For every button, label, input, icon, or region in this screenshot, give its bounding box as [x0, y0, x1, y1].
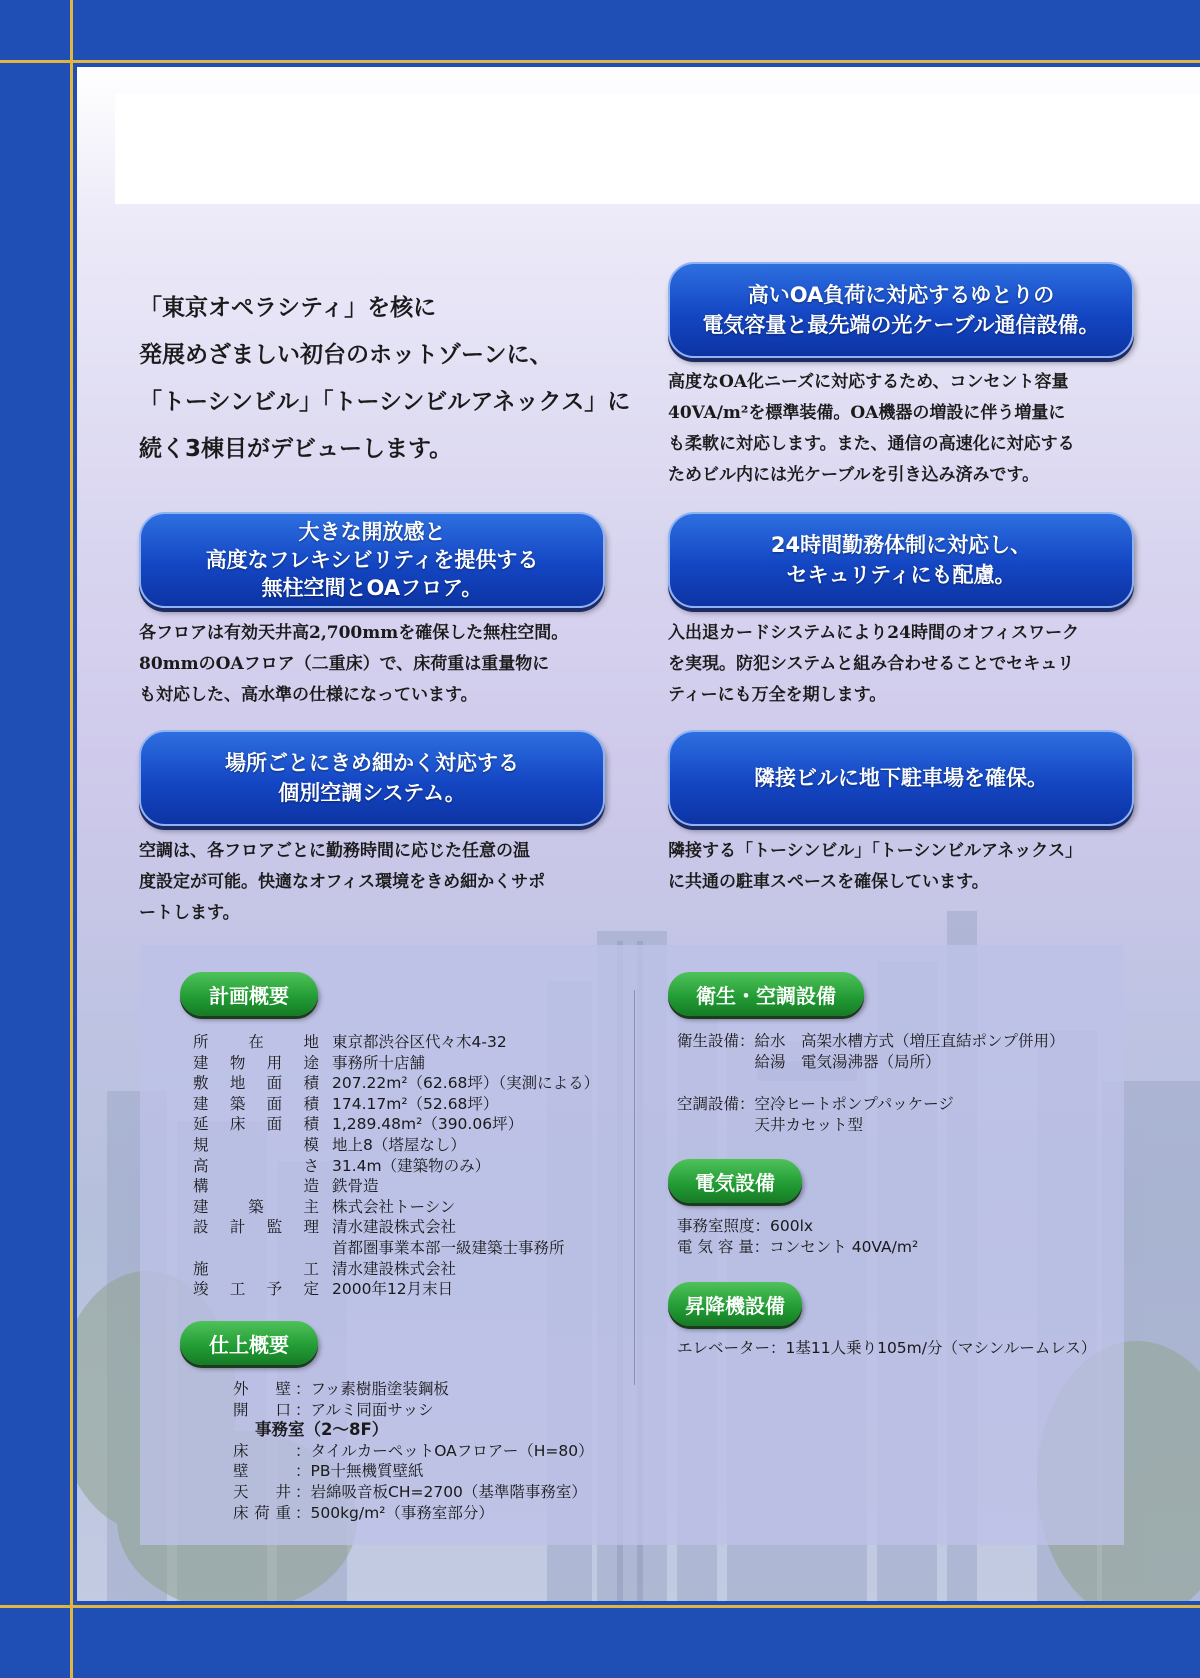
intro-line: 「トーシンビル」「トーシンビルアネックス」に	[139, 389, 631, 415]
spec-row	[233, 1461, 594, 1482]
spec-label: 延床面積	[193, 1115, 319, 1134]
spec-label: 建物用途	[193, 1053, 319, 1072]
feature-air-conditioning-title	[139, 730, 605, 826]
spec-value: ：フッ素樹脂塗装鋼板	[295, 1380, 449, 1398]
spec-value: 174.17m²（52.68坪）	[332, 1094, 499, 1113]
feature-oa-capacity-text	[668, 367, 1075, 491]
spec-line: エレベーター：1基11人乗り105m/分（マシンルームレス）	[677, 1339, 1097, 1357]
hvac-details	[677, 1031, 1065, 1136]
spec-row	[193, 1259, 599, 1280]
spec-value: ：500kg/m²（事務室部分）	[295, 1503, 494, 1522]
feature-oa-capacity-title	[668, 262, 1134, 358]
feature-text-line: 入出退カードシステムにより24時間のオフィスワーク	[668, 623, 1080, 643]
feature-parking-text	[668, 836, 1082, 898]
feature-title-line: 大きな開放感と	[298, 520, 446, 544]
spec-value: 東京都渋谷区代々木4-32	[332, 1033, 507, 1051]
feature-title-line: 高度なフレキシビリティを提供する	[205, 548, 539, 572]
spec-line: 電 気 容 量：コンセント 40VA/m²	[677, 1238, 919, 1256]
electric-details	[677, 1216, 918, 1258]
spec-row	[233, 1379, 594, 1400]
feature-security-title	[668, 512, 1134, 608]
spec-label: 竣工予定	[193, 1280, 319, 1299]
spec-row	[193, 1135, 599, 1156]
spec-line: 衛生設備：給水 高架水槽方式（増圧直結ポンプ併用）	[677, 1032, 1065, 1050]
spec-line: 事務室照度：600lx	[677, 1217, 814, 1235]
feature-title-line: 個別空調システム。	[278, 781, 466, 805]
hvac-heading: 衛生・空調設備	[668, 972, 864, 1016]
header-blank-band	[115, 94, 1200, 204]
feature-parking-title	[668, 730, 1134, 826]
feature-text-line: ートします。	[139, 903, 240, 923]
intro-line: 「東京オペラシティ」を核に	[139, 295, 437, 321]
spec-value: ：アルミ同面サッシ	[295, 1400, 434, 1419]
feature-text-line: 度設定が可能。快適なオフィス環境をきめ細かくサポ	[139, 872, 546, 892]
spec-row	[193, 1176, 599, 1197]
feature-text-line: に共通の駐車スペースを確保しています。	[668, 872, 989, 892]
spec-label: 構造	[193, 1177, 319, 1196]
spec-row	[193, 1032, 599, 1053]
intro-line: 続く3棟目がデビューします。	[139, 436, 453, 462]
spec-label: 敷地面積	[193, 1074, 319, 1093]
spec-row	[193, 1073, 599, 1094]
spec-label: 床	[233, 1441, 249, 1460]
feature-title-line: 24時間勤務体制に対応し、	[770, 533, 1032, 557]
gold-rule-top	[0, 60, 1200, 63]
feature-text-line: 各フロアは有効天井高2,700mmを確保した無柱空間。	[139, 623, 569, 643]
spec-row	[233, 1503, 594, 1524]
spec-row	[193, 1197, 599, 1218]
spec-value: 207.22m²（62.68坪）（実測による）	[332, 1074, 600, 1093]
plan-overview-table	[193, 1032, 599, 1300]
spec-label: 床荷重	[233, 1503, 291, 1522]
spec-label: 設計監理	[193, 1218, 319, 1237]
feature-title-line: 高いOA負荷に対応するゆとりの	[747, 283, 1055, 307]
spec-label: 建築面積	[193, 1094, 319, 1113]
spec-value: 清水建設株式会社	[332, 1259, 457, 1278]
spec-label: 壁	[233, 1462, 249, 1481]
spec-label: 開口	[233, 1400, 291, 1419]
spec-row	[233, 1441, 594, 1462]
spec-line: 空調設備：空冷ヒートポンプパッケージ	[677, 1095, 954, 1113]
feature-title-line: 隣接ビルに地下駐車場を確保。	[754, 766, 1048, 790]
spec-line	[677, 1073, 1065, 1094]
spec-row	[233, 1482, 594, 1503]
elevator-heading: 昇降機設備	[668, 1282, 802, 1326]
gold-rule-left	[70, 0, 73, 1678]
feature-title-line: 場所ごとにきめ細かく対応する	[225, 751, 519, 775]
feature-text-line: 80mmのOAフロア（二重床）で、床荷重は重量物に	[139, 654, 550, 674]
electric-heading: 電気設備	[668, 1159, 802, 1203]
spec-value: 地上8（塔屋なし）	[332, 1135, 466, 1154]
feature-text-line: 空調は、各フロアごとに勤務時間に応じた任意の温	[139, 841, 530, 861]
feature-column-free-title	[139, 512, 605, 608]
feature-text-line: も柔軟に対応します。また、通信の高速化に対応する	[668, 434, 1075, 454]
spec-value: 清水建設株式会社	[332, 1218, 457, 1237]
spec-row	[193, 1053, 599, 1074]
spec-value: 株式会社トーシン	[332, 1197, 456, 1216]
spec-value: 首都圏事業本部一級建築士事務所	[332, 1238, 565, 1257]
spec-label	[193, 1238, 319, 1259]
spec-label: 規模	[193, 1135, 319, 1154]
spec-value: 31.4m（建築物のみ）	[332, 1156, 491, 1175]
spec-label: 施工	[193, 1259, 319, 1278]
feature-text-line: 高度なOA化ニーズに対応するため、コンセント容量	[668, 372, 1069, 392]
spec-value: 鉄骨造	[332, 1177, 379, 1196]
feature-title-line: 電気容量と最先端の光ケーブル通信設備。	[702, 313, 1100, 337]
spec-row	[233, 1400, 594, 1421]
spec-row	[193, 1094, 599, 1115]
spec-row	[193, 1114, 599, 1135]
feature-title-line: セキュリティにも配慮。	[786, 563, 1016, 587]
feature-text-line: ためビル内には光ケーブルを引き込み済みです。	[668, 465, 1040, 485]
spec-label: 外壁	[233, 1380, 291, 1398]
feature-text-line: ティーにも万全を期します。	[668, 685, 887, 705]
spec-row	[193, 1156, 599, 1177]
spec-value: 事務所十店舗	[332, 1053, 426, 1072]
finish-overview-heading: 仕上概要	[180, 1321, 318, 1365]
plan-overview-heading: 計画概要	[180, 972, 318, 1016]
intro-copy	[139, 285, 659, 473]
intro-line: 発展めざましい初台のホットゾーンに、	[139, 342, 553, 368]
feature-text-line: 40VA/m²を標準装備。OA機器の増設に伴う増量に	[668, 403, 1066, 423]
spec-value: 2000年12月末日	[332, 1280, 454, 1299]
spec-row	[193, 1279, 599, 1300]
elevator-details	[677, 1338, 1096, 1359]
spec-line: 給湯 電気湯沸器（局所）	[677, 1053, 941, 1071]
spec-value: 1,289.48m²（390.06坪）	[332, 1115, 524, 1134]
spec-row	[193, 1217, 599, 1238]
spec-row	[193, 1238, 599, 1259]
finish-subheading: 事務室（2〜8F）	[255, 1420, 389, 1440]
gold-rule-bottom	[0, 1605, 1200, 1608]
spec-label: 建築主	[193, 1197, 319, 1216]
feature-text-line: 隣接する「トーシンビル」「トーシンビルアネックス」	[668, 841, 1083, 861]
spec-label: 高さ	[193, 1156, 319, 1175]
feature-air-conditioning-text	[139, 836, 545, 929]
spec-label: 所在地	[193, 1033, 319, 1051]
spec-label: 天井	[233, 1482, 291, 1501]
feature-title-line: 無柱空間とOAフロア。	[261, 576, 483, 600]
feature-column-free-text	[139, 618, 568, 711]
feature-security-text	[668, 618, 1079, 711]
specifications-divider	[634, 990, 635, 1385]
feature-text-line: を実現。防犯システムと組み合わせることでセキュリ	[668, 654, 1075, 674]
feature-text-line: も対応した、高水準の仕様になっています。	[139, 685, 478, 705]
spec-line: 天井カセット型	[677, 1116, 864, 1134]
spec-value: ：PB十無機質壁紙	[295, 1462, 424, 1481]
spec-value: ：タイルカーペットOAフロアー（H=80）	[295, 1441, 594, 1460]
spec-value: ：岩綿吸音板CH=2700（基準階事務室）	[295, 1482, 587, 1501]
finish-overview-table	[233, 1379, 594, 1523]
